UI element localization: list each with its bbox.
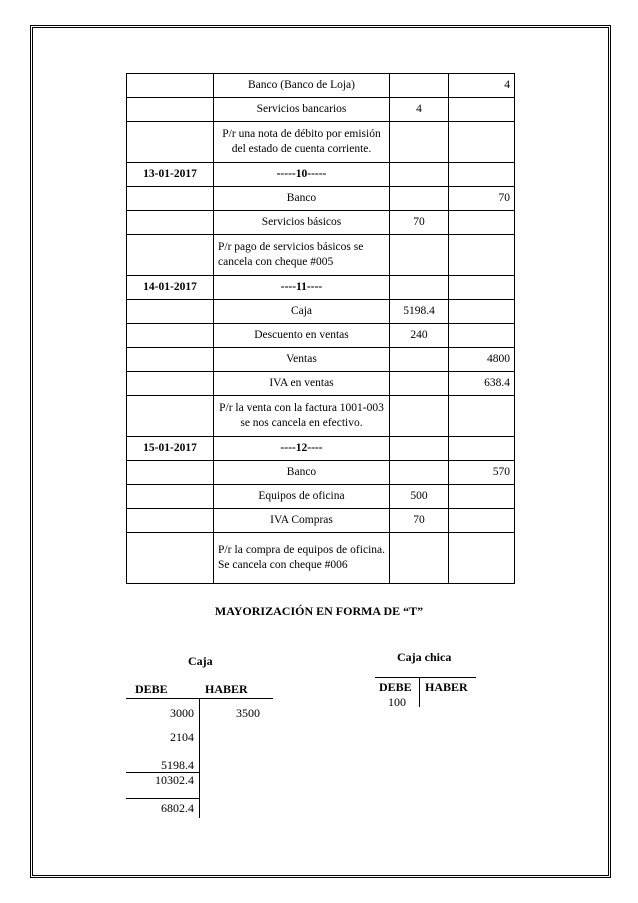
table-row <box>127 235 515 276</box>
haber-cell: 570 <box>449 461 515 485</box>
haber-cell: 638.4 <box>449 372 515 396</box>
date-cell <box>127 122 214 163</box>
haber-cell <box>449 300 515 324</box>
description-cell: Ventas <box>214 348 390 372</box>
t-account-title: Caja chica <box>397 650 452 664</box>
haber-cell <box>449 98 515 122</box>
description-cell: Banco (Banco de Loja) <box>214 74 390 98</box>
haber-cell: 4800 <box>449 348 515 372</box>
table-row <box>127 122 515 163</box>
journal-table <box>126 73 515 584</box>
table-row <box>127 396 515 437</box>
table-row <box>127 509 515 533</box>
description-cell: P/r la venta con la factura 1001-003 se nos cancela en efectivo. <box>214 396 390 437</box>
haber-cell <box>449 276 515 300</box>
debe-cell <box>390 276 449 300</box>
table-row <box>127 163 515 187</box>
debe-cell <box>390 533 449 584</box>
table-row <box>127 98 515 122</box>
saldo-line <box>126 798 199 799</box>
date-cell <box>127 348 214 372</box>
haber-label: HABER <box>425 680 468 694</box>
t-account-title: Caja <box>188 654 213 668</box>
description-cell: Caja <box>214 300 390 324</box>
debe-cell <box>390 396 449 437</box>
description-cell: P/r una nota de débito por emisión del estado de cuenta corriente. <box>214 122 390 163</box>
date-cell <box>127 187 214 211</box>
description-cell: IVA en ventas <box>214 372 390 396</box>
table-row <box>127 437 515 461</box>
table-row <box>127 485 515 509</box>
t-horizontal-line <box>375 677 476 678</box>
date-cell: 14-01-2017 <box>127 276 214 300</box>
t-vertical-line <box>419 677 420 707</box>
haber-cell <box>449 211 515 235</box>
debe-cell: 240 <box>390 324 449 348</box>
haber-cell <box>449 533 515 584</box>
description-cell: P/r la compra de equipos de oficina. Se cancela con cheque #006 <box>214 533 390 584</box>
haber-cell <box>449 235 515 276</box>
table-row <box>127 372 515 396</box>
entry-number-cell: -----10----- <box>214 163 390 187</box>
haber-cell: 4 <box>449 74 515 98</box>
description-cell: Descuento en ventas <box>214 324 390 348</box>
debe-cell: 70 <box>390 211 449 235</box>
description-cell: Servicios bancarios <box>214 98 390 122</box>
debe-value: 100 <box>388 695 406 709</box>
date-cell <box>127 211 214 235</box>
table-row <box>127 276 515 300</box>
table-row <box>127 300 515 324</box>
debe-label: DEBE <box>135 682 168 696</box>
date-cell: 13-01-2017 <box>127 163 214 187</box>
description-cell: P/r pago de servicios básicos se cancela con cheque #005 <box>214 235 390 276</box>
date-cell <box>127 235 214 276</box>
debe-cell <box>390 163 449 187</box>
debe-cell <box>390 348 449 372</box>
date-cell <box>127 396 214 437</box>
debe-label: DEBE <box>379 680 412 694</box>
table-row <box>127 461 515 485</box>
description-cell: IVA Compras <box>214 509 390 533</box>
date-cell <box>127 98 214 122</box>
description-cell: Equipos de oficina <box>214 485 390 509</box>
date-cell <box>127 324 214 348</box>
haber-cell <box>449 324 515 348</box>
table-row <box>127 211 515 235</box>
entry-number-cell: ----11---- <box>214 276 390 300</box>
debe-cell <box>390 437 449 461</box>
haber-value: 3500 <box>236 706 260 720</box>
date-cell <box>127 485 214 509</box>
haber-cell <box>449 122 515 163</box>
debe-cell <box>390 122 449 163</box>
debe-cell: 500 <box>390 485 449 509</box>
date-cell <box>127 74 214 98</box>
date-cell <box>127 300 214 324</box>
debe-cell <box>390 372 449 396</box>
debe-cell: 70 <box>390 509 449 533</box>
date-cell <box>127 509 214 533</box>
debe-cell <box>390 461 449 485</box>
description-cell: Banco <box>214 461 390 485</box>
debe-cell: 4 <box>390 98 449 122</box>
description-cell: Banco <box>214 187 390 211</box>
table-row <box>127 533 515 584</box>
entry-number-cell: ----12---- <box>214 437 390 461</box>
haber-cell <box>449 163 515 187</box>
debe-value: 5198.4 <box>161 758 194 772</box>
debe-value: 2104 <box>170 730 194 744</box>
section-heading: MAYORIZACIÓN EN FORMA DE “T” <box>214 604 424 618</box>
date-cell <box>127 372 214 396</box>
date-cell: 15-01-2017 <box>127 437 214 461</box>
table-row <box>127 187 515 211</box>
haber-cell: 70 <box>449 187 515 211</box>
debe-cell <box>390 187 449 211</box>
date-cell <box>127 533 214 584</box>
table-row <box>127 324 515 348</box>
saldo-value: 6802.4 <box>161 801 194 815</box>
debe-value: 3000 <box>170 706 194 720</box>
haber-cell <box>449 396 515 437</box>
haber-cell <box>449 485 515 509</box>
haber-label: HABER <box>205 682 248 696</box>
haber-cell <box>449 437 515 461</box>
debe-cell <box>390 74 449 98</box>
debe-total: 10302.4 <box>155 773 194 787</box>
haber-cell <box>449 509 515 533</box>
table-row <box>127 348 515 372</box>
t-vertical-line <box>199 698 200 818</box>
table-row <box>127 74 515 98</box>
debe-cell: 5198.4 <box>390 300 449 324</box>
description-cell: Servicios básicos <box>214 211 390 235</box>
debe-cell <box>390 235 449 276</box>
date-cell <box>127 461 214 485</box>
